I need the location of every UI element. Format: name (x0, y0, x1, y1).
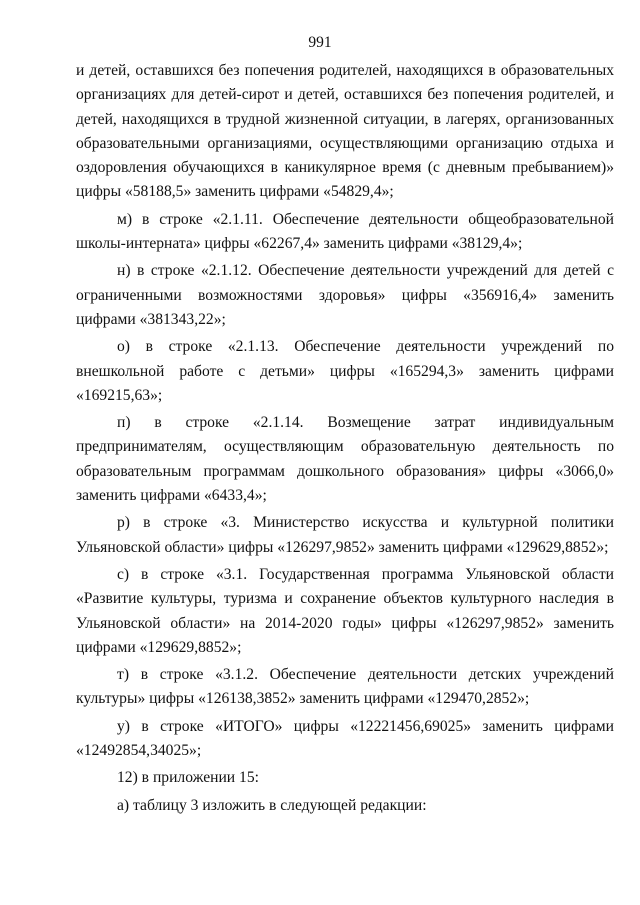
paragraph-item-o: о) в строке «2.1.13. Обеспечение деятельности учреждений по внешкольной работе с детьми» цифры «165294,3» заменить цифрами «169215,63»; (76, 338, 614, 404)
page-number: 991 (308, 34, 332, 51)
paragraph-item-m: м) в строке «2.1.11. Обеспечение деятельности общеобразовательной школы-интерната» цифры «62267,4» заменить цифрами «38129,4»; (76, 210, 614, 253)
paragraph-item-r: р) в строке «3. Министерство искусства и культурной политики Ульяновской области» цифры «126297,9852» заменить цифрами «129629,8852»; (76, 514, 614, 556)
document-body (76, 59, 614, 818)
paragraph-item-s: с) в строке «3.1. Государственная программа Ульяновской области «Развитие культуры, туризма и сохранение объектов культурного наследия в Ульяновской области» на 2014-2020 годы» цифры «126297,9852» заменить цифрами «129629,8852»; (76, 565, 614, 656)
paragraph-item-t: т) в строке «3.1.2. Обеспечение деятельности детских учреждений культуры» цифры «126138,3852» заменить цифрами «129470,2852»; (76, 666, 614, 708)
paragraph-item-u: у) в строке «ИТОГО» цифры «12221456,69025» заменить цифрами «12492854,34025»; (76, 717, 614, 760)
paragraph-item-a: а) таблицу 3 изложить в следующей редакции: (117, 796, 427, 814)
paragraph-item-n: н) в строке «2.1.12. Обеспечение деятельности учреждений для детей с ограниченными возможностями здоровья» цифры «356916,4» заменить цифрами «381343,22»; (76, 262, 614, 328)
paragraph-item-p: п) в строке «2.1.14. Возмещение затрат индивидуальным предпринимателям, осуществляющим образовательную деятельность по образовательным программам дошкольного образования» цифры «3066,0» заменить цифрами «6433,4»; (76, 414, 614, 505)
paragraph-continuation: и детей, оставшихся без попечения родителей, находящихся в образовательных организациях для детей-сирот и детей, оставшихся без попечения родителей, и детей, находящихся в трудной жизненной ситуации, в лагерях, организованных образовательными организациями, осуществляющими организацию отдыха и оздоровления обучающихся в каникулярное время (с дневным пребыванием)» цифры «58188,5» заменить цифрами «54829,4»; (76, 62, 614, 201)
paragraph-item-12: 12) в приложении 15: (117, 769, 259, 787)
